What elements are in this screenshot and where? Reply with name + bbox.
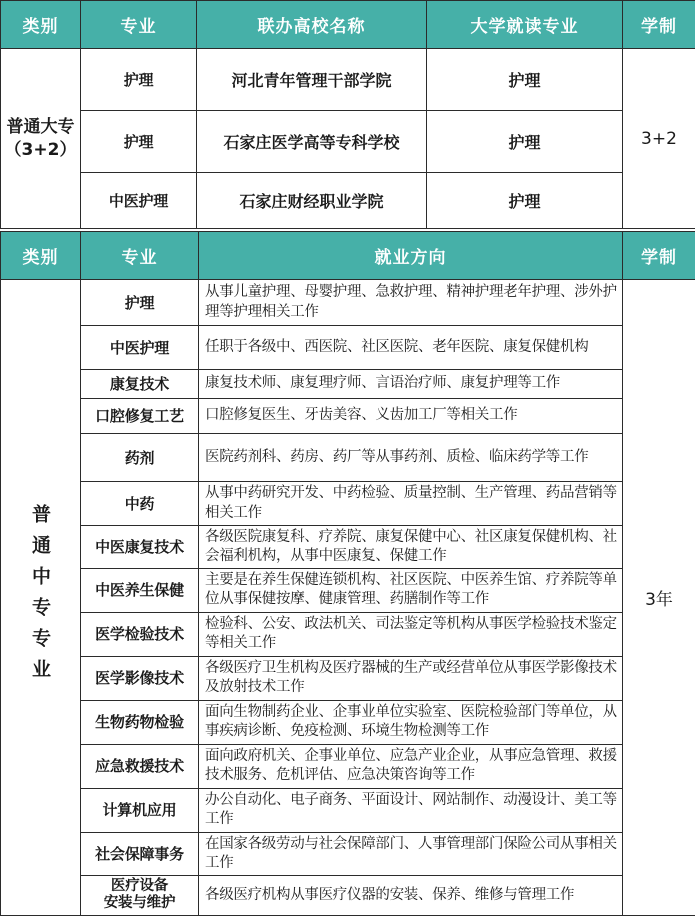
major-cell: 康复技术 <box>81 370 199 399</box>
employment-direction-cell: 面向生物制药企业、企事业单位实验室、医院检验部门等单位，从事疾病诊断、免疫检测、环境生物检测等工作 <box>199 700 623 744</box>
header-major: 专业 <box>81 1 197 49</box>
employment-direction-cell: 康复技术师、康复理疗师、言语治疗师、康复护理等工作 <box>199 370 623 399</box>
employment-direction-cell: 任职于各级中、西医院、社区医院、老年医院、康复保健机构 <box>199 326 623 370</box>
university-major-cell: 护理 <box>427 111 623 173</box>
vocational-programs-table <box>0 231 695 916</box>
major-cell: 医学影像技术 <box>81 656 199 700</box>
header-partner-school: 联办高校名称 <box>197 1 427 49</box>
partner-school-cell: 石家庄财经职业学院 <box>197 173 427 229</box>
table-row <box>1 788 695 832</box>
major-cell: 社会保障事务 <box>81 832 199 875</box>
employment-direction-cell: 主要是在养生保健连锁机构、社区医院、中医养生馆、疗养院等单位从事保健按摩、健康管理、药膳制作等工作 <box>199 569 623 612</box>
category-cell-vocational <box>1 280 81 916</box>
table-row <box>1 832 695 875</box>
table-row <box>1 173 695 229</box>
table-row <box>1 744 695 788</box>
major-cell: 计算机应用 <box>81 788 199 832</box>
university-major-cell: 护理 <box>427 49 623 111</box>
table-row <box>1 399 695 434</box>
table-row <box>1 111 695 173</box>
major-cell: 中医康复技术 <box>81 526 199 569</box>
major-cell: 护理 <box>81 111 197 173</box>
table-row <box>1 875 695 915</box>
major-cell: 中医护理 <box>81 326 199 370</box>
employment-direction-cell: 从事中药研究开发、中药检验、质量控制、生产管理、药品营销等相关工作 <box>199 482 623 526</box>
header-duration: 学制 <box>623 1 695 49</box>
major-cell: 应急救援技术 <box>81 744 199 788</box>
employment-direction-cell: 从事儿童护理、母婴护理、急救护理、精神护理老年护理、涉外护理等护理相关工作 <box>199 280 623 326</box>
major-cell: 护理 <box>81 49 197 111</box>
header-category: 类别 <box>1 1 81 49</box>
duration-cell: 3+2 <box>623 49 695 229</box>
partner-school-cell: 石家庄医学高等专科学校 <box>197 111 427 173</box>
employment-direction-cell: 办公自动化、电子商务、平面设计、网站制作、动漫设计、美工等工作 <box>199 788 623 832</box>
major-cell: 医疗设备 安装与维护 <box>81 875 199 915</box>
table-row <box>1 280 695 326</box>
major-cell: 口腔修复工艺 <box>81 399 199 434</box>
table-row <box>1 656 695 700</box>
duration-cell: 3年 <box>623 280 695 916</box>
major-cell: 生物药物检验 <box>81 700 199 744</box>
category-cell-college <box>1 49 81 229</box>
major-cell: 药剂 <box>81 434 199 482</box>
table-row <box>1 326 695 370</box>
header-duration: 学制 <box>623 232 695 280</box>
major-cell: 中医养生保健 <box>81 569 199 612</box>
major-cell: 护理 <box>81 280 199 326</box>
table-row <box>1 526 695 569</box>
category-line-1: 普通大专 <box>7 117 75 137</box>
major-cell: 中医护理 <box>81 173 197 229</box>
major-cell: 中药 <box>81 482 199 526</box>
header-major: 专业 <box>81 232 199 280</box>
employment-direction-cell: 各级医疗卫生机构及医疗器械的生产或经营单位从事医学影像技术及放射技术工作 <box>199 656 623 700</box>
table-row <box>1 49 695 111</box>
partner-school-cell: 河北青年管理干部学院 <box>197 49 427 111</box>
category-line-2: （3+2） <box>3 139 78 162</box>
employment-direction-cell: 口腔修复医生、牙齿美容、义齿加工厂等相关工作 <box>199 399 623 434</box>
category-vertical-label: 普通中专专业 <box>27 504 54 690</box>
header-employment-direction: 就业方向 <box>199 232 623 280</box>
university-major-cell: 护理 <box>427 173 623 229</box>
table-row <box>1 482 695 526</box>
table-row <box>1 569 695 612</box>
table-header-row <box>1 232 695 280</box>
table-row <box>1 370 695 399</box>
employment-direction-cell: 各级医疗机构从事医疗仪器的安装、保养、维修与管理工作 <box>199 875 623 915</box>
table-row <box>1 700 695 744</box>
table-header-row <box>1 1 695 49</box>
employment-direction-cell: 检验科、公安、政法机关、司法鉴定等机构从事医学检验技术鉴定等相关工作 <box>199 612 623 656</box>
employment-direction-cell: 面向政府机关、企事业单位、应急产业企业，从事应急管理、救援技术服务、危机评估、应急决策咨询等工作 <box>199 744 623 788</box>
employment-direction-cell: 各级医院康复科、疗养院、康复保健中心、社区康复保健机构、社会福利机构，从事中医康复、保健工作 <box>199 526 623 569</box>
header-university-major: 大学就读专业 <box>427 1 623 49</box>
college-programs-table <box>0 0 695 229</box>
header-category: 类别 <box>1 232 81 280</box>
major-cell: 医学检验技术 <box>81 612 199 656</box>
table-row <box>1 612 695 656</box>
employment-direction-cell: 医院药剂科、药房、药厂等从事药剂、质检、临床药学等工作 <box>199 434 623 482</box>
table-row <box>1 434 695 482</box>
employment-direction-cell: 在国家各级劳动与社会保障部门、人事管理部门保险公司从事相关工作 <box>199 832 623 875</box>
